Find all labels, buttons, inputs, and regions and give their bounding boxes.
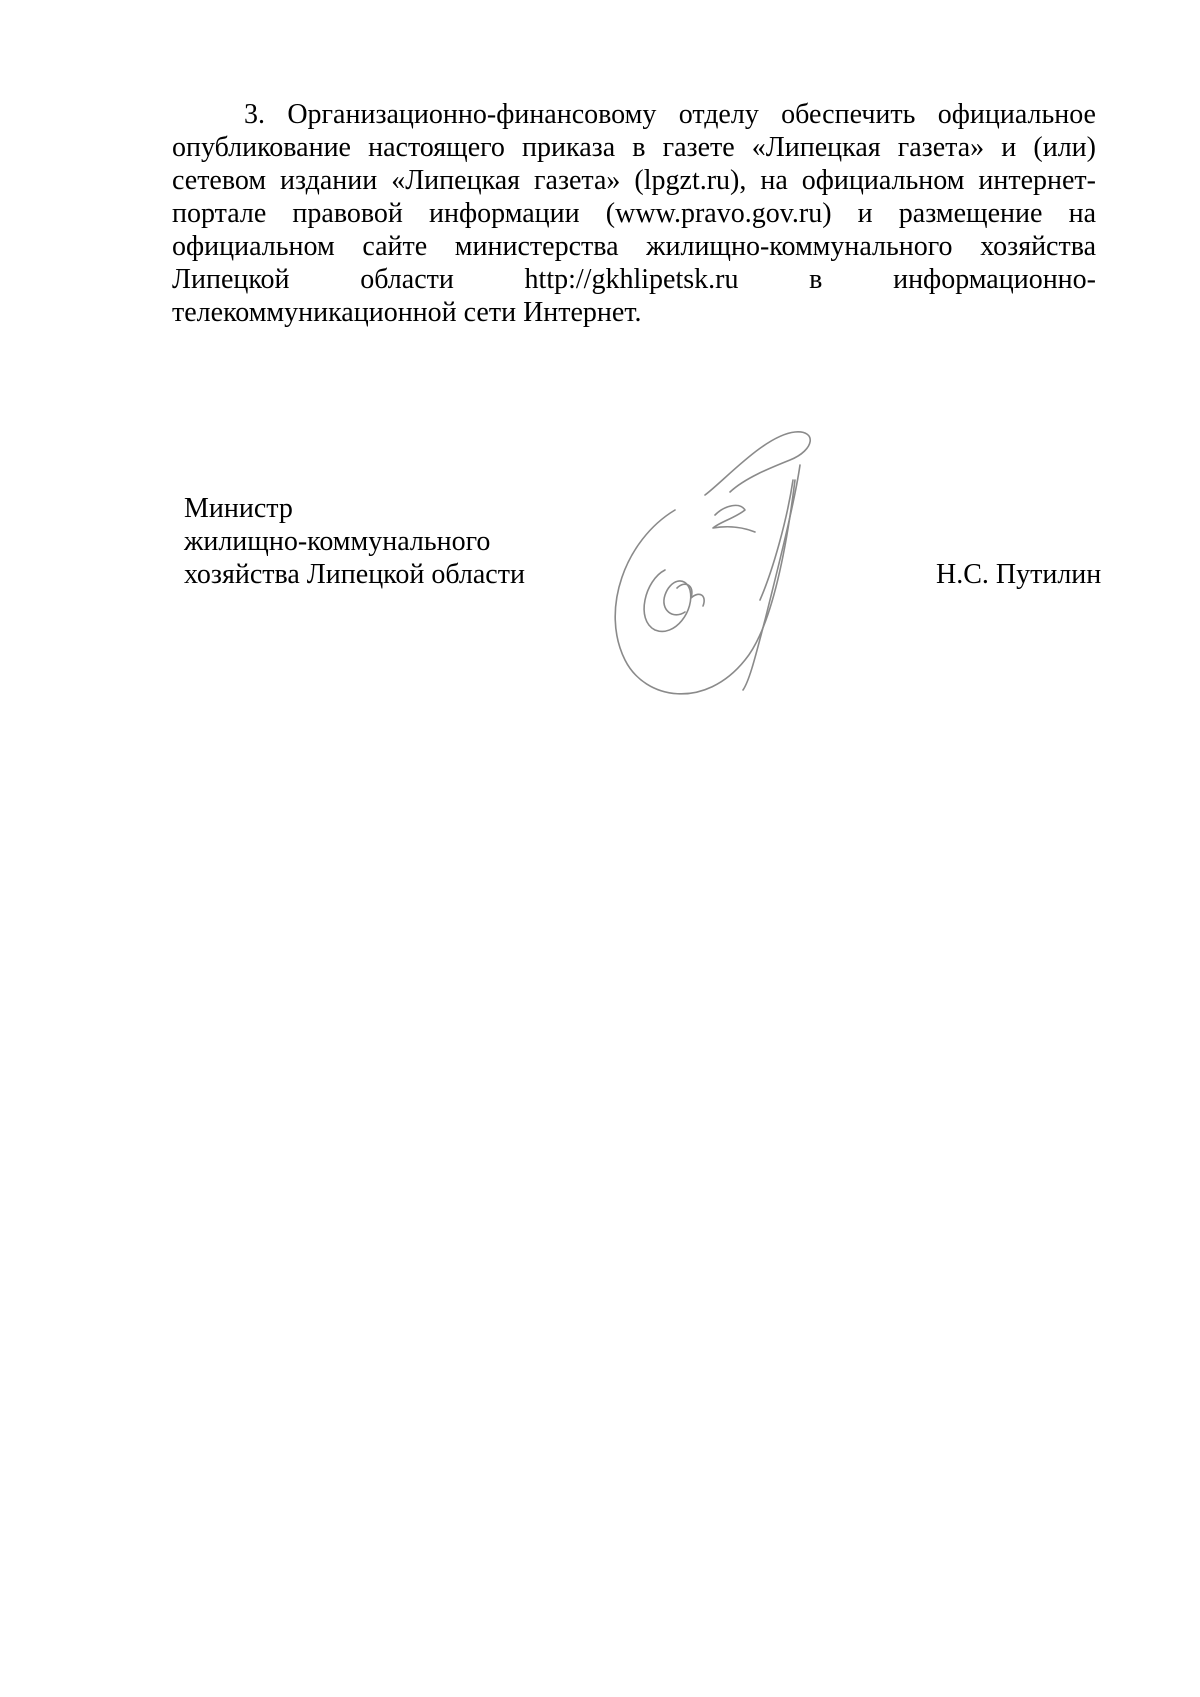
paragraph-line: 3. Организационно-финансовому отделу обеспечить официальное xyxy=(244,99,1096,130)
paragraph-line: телекоммуникационной сети Интернет. xyxy=(172,297,642,328)
position-title: Министр xyxy=(184,493,293,524)
handwritten-signature xyxy=(595,420,895,720)
signatory-position xyxy=(184,492,525,591)
paragraph-line: официальном сайте министерства жилищно-коммунального хозяйства xyxy=(172,231,1096,262)
paragraph-line: портале правовой информации (www.pravo.gov.ru) и размещение на xyxy=(172,198,1096,229)
paragraph-3 xyxy=(172,98,1096,329)
signer-name: Н.С. Путилин xyxy=(936,559,1102,590)
position-region: хозяйства Липецкой области xyxy=(184,559,525,590)
paragraph-line: опубликование настоящего приказа в газете «Липецкая газета» и (или) xyxy=(172,132,1096,163)
paragraph-line: сетевом издании «Липецкая газета» (lpgzt.ru), на официальном интернет- xyxy=(172,165,1096,196)
position-department: жилищно-коммунального xyxy=(184,526,491,557)
paragraph-line: Липецкой области http://gkhlipetsk.ru в информационно- xyxy=(172,264,1096,295)
